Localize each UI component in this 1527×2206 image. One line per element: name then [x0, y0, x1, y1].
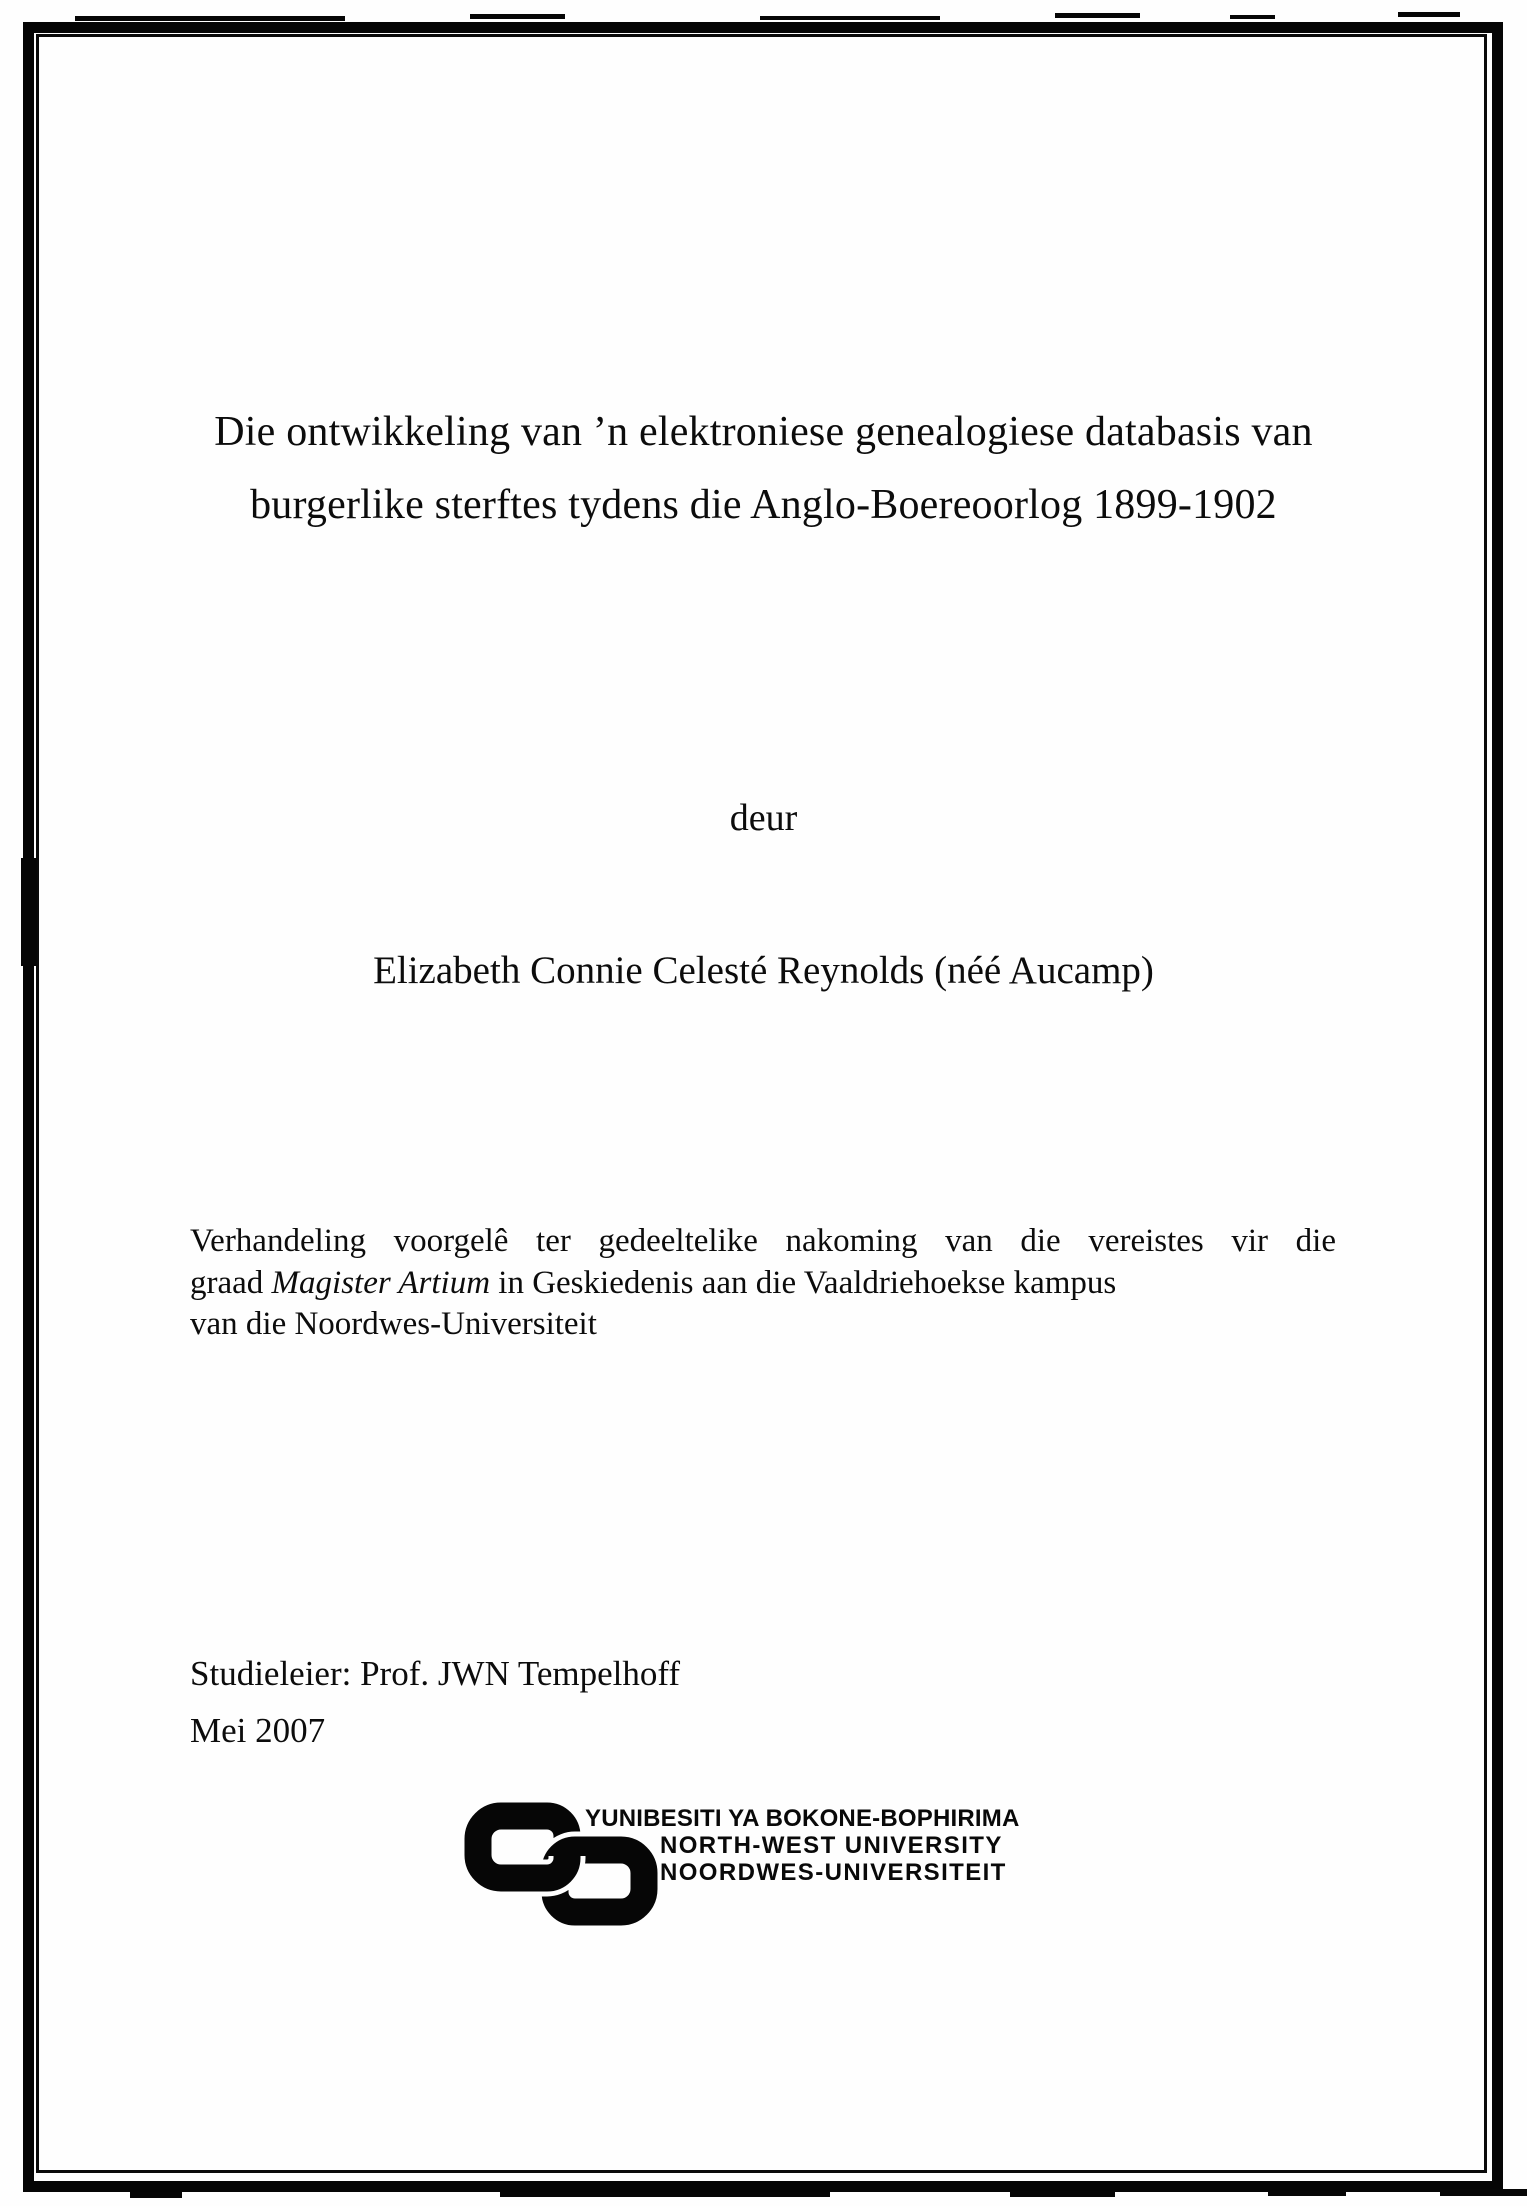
wordmark-line2: NORTH-WEST UNIVERSITY: [660, 1832, 1003, 1859]
statement-line2: [190, 1263, 1336, 1305]
supervisor-block: [190, 1645, 680, 1759]
scan-artifact: [1268, 2191, 1346, 2196]
thesis-title: [0, 396, 1527, 542]
scan-artifact: [470, 14, 565, 19]
author-name: Elizabeth Connie Celesté Reynolds (néé Aucamp): [373, 949, 1154, 992]
scan-artifact: [75, 16, 345, 21]
statement-line2-pre: graad: [190, 1264, 272, 1301]
wordmark-line1: YUNIBESITI YA BOKONE-BOPHIRIMA: [585, 1805, 1020, 1832]
thesis-statement: [190, 1221, 1336, 1346]
statement-line1: Verhandeling voorgelê ter gedeeltelike nakoming van die vereistes vir die: [190, 1223, 1336, 1259]
scan-artifact: [1010, 2191, 1115, 2197]
university-wordmark: [585, 1805, 1020, 1886]
degree-name-italic: Magister Artium: [271, 1264, 491, 1301]
scan-artifact: [1055, 13, 1140, 18]
byline-deur: deur: [729, 797, 798, 839]
scan-artifact: [1230, 15, 1275, 19]
statement-line3: van die Noordwes-Universiteit: [190, 1306, 597, 1342]
thesis-title-line2: burgerlike sterftes tydens die Anglo-Boereoorlog 1899-1902: [250, 482, 1277, 528]
thesis-title-line1: Die ontwikkeling van ’n elektroniese genealogiese databasis van: [214, 409, 1313, 455]
scan-artifact: [1440, 2189, 1527, 2196]
scan-artifact: [130, 2192, 182, 2198]
scan-artifact: [1398, 12, 1460, 17]
scan-artifact: [500, 2192, 830, 2197]
wordmark-line3: NOORDWES-UNIVERSITEIT: [660, 1859, 1007, 1886]
supervisor-line: Studieleier: Prof. JWN Tempelhoff: [190, 1654, 681, 1693]
date-line: Mei 2007: [190, 1711, 326, 1750]
scan-artifact: [760, 16, 940, 20]
statement-line2-post: in Geskiedenis aan die Vaaldriehoekse kampus: [490, 1264, 1117, 1301]
